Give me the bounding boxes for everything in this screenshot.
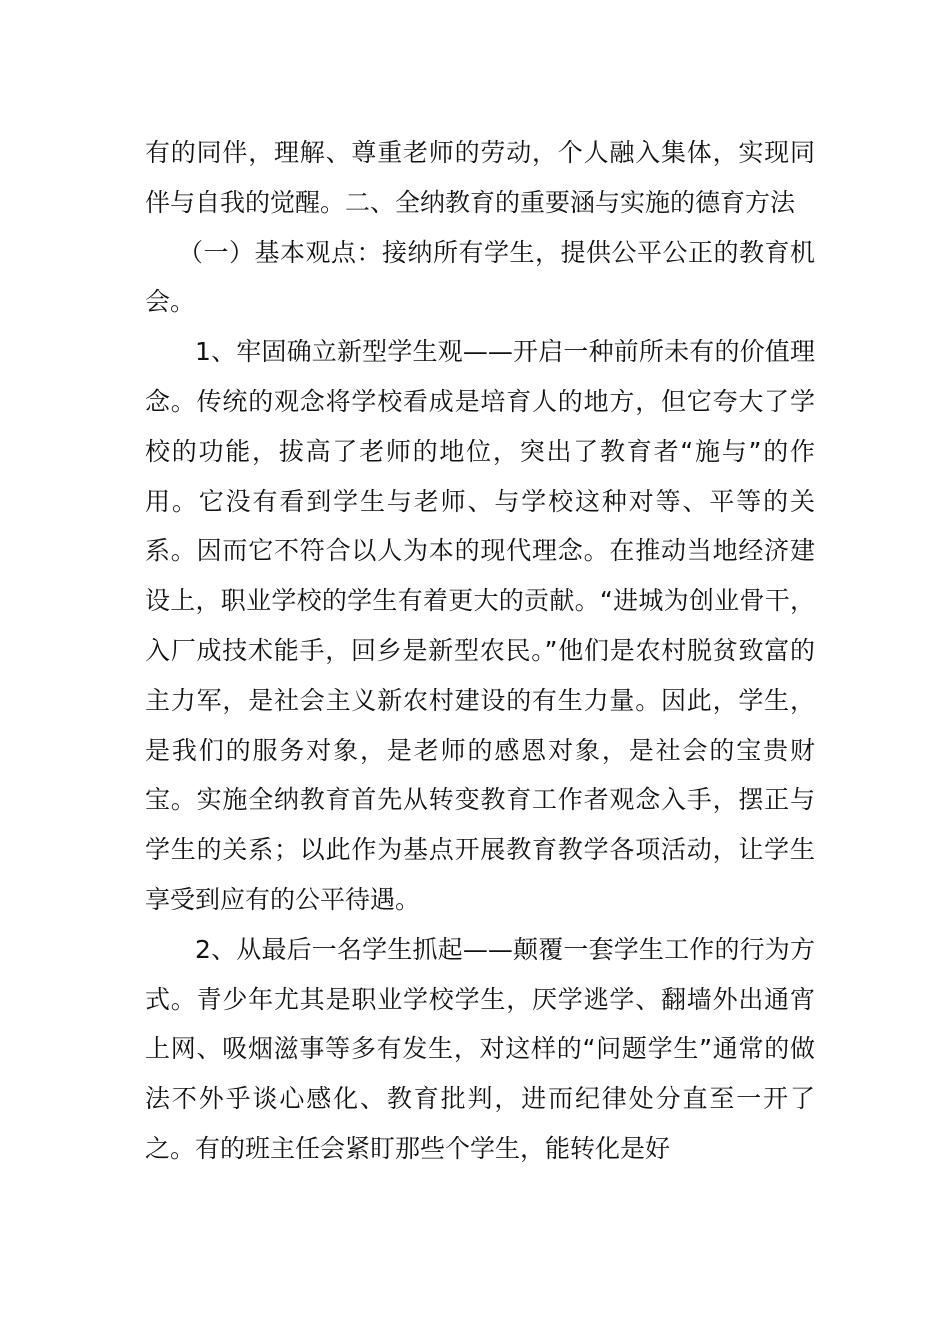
paragraph-basic-view: （一）基本观点：接纳所有学生，提供公平公正的教育机会。 [145, 237, 815, 317]
document-page [145, 128, 815, 1174]
paragraph-continuation: 有的同伴，理解、尊重老师的劳动，个人融入集体，实现同伴与自我的觉醒。二、全纳教育的重要涵与实施的德育方法 [145, 138, 815, 217]
paragraph-point-2: 2、从最后一名学生抓起——颠覆一套学生工作的行为方式。青少年尤其是职业学校学生，厌学逃学、翻墙外出通宵上网、吸烟滋事等多有发生，对这样的“问题学生”通常的做法不外乎谈心感化、教育批判，进而纪律处分直至一开了之。有的班主任会紧盯那些个学生，能转化是好 [145, 934, 815, 1163]
paragraph-point-1: 1、牢固确立新型学生观——开启一种前所未有的价值理念。传统的观念将学校看成是培育人的地方，但它夸大了学校的功能，拔高了老师的地位，突出了教育者“施与”的作用。它没有看到学生与老师、与学校这种对等、平等的关系。因而它不符合以人为本的现代理念。在推动当地经济建设上，职业学校的学生有着更大的贡献。“进城为创业骨干，入厂成技术能手，回乡是新型农民。”他们是农村脱贫致富的主力军，是社会主义新农村建设的有生力量。因此，学生，是我们的服务对象，是老师的感恩对象，是社会的宝贵财宝。实施全纳教育首先从转变教育工作者观念入手，摆正与学生的关系；以此作为基点开展教育教学各项活动，让学生享受到应有的公平待遇。 [145, 337, 815, 914]
